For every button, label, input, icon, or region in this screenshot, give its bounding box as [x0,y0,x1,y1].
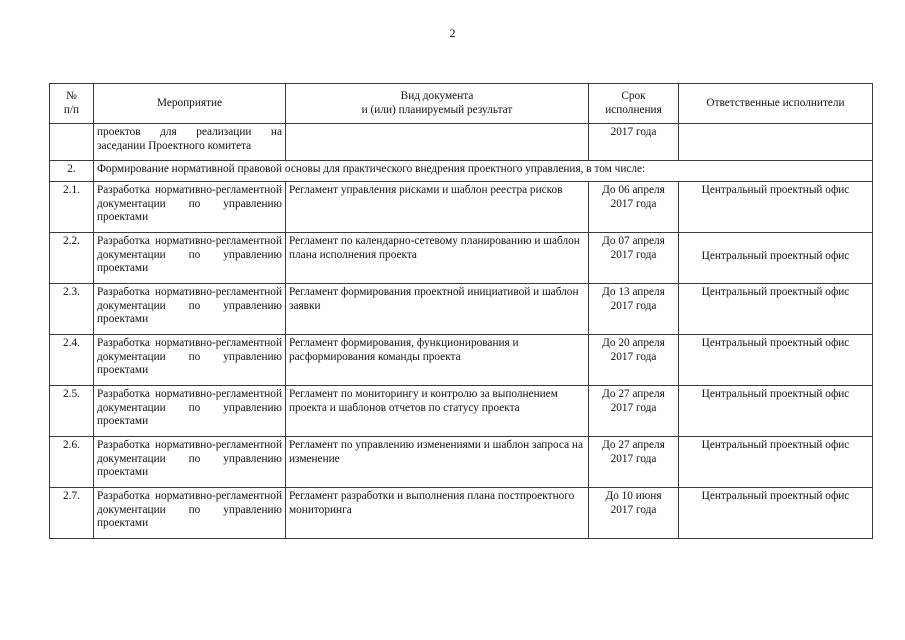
cell-event: Разработка нормативно-регламентной документации по управлению проектами [94,437,286,488]
table-row [50,182,873,233]
responsible-text: Центральный проектный офис [701,250,850,262]
cell-num: 2.6. [50,437,94,488]
cell-event: Разработка нормативно-регламентной документации по управлению проектами [94,233,286,284]
deadline-line2: 2017 года [610,299,657,312]
cell-num: 2.3. [50,284,94,335]
cell-event: Разработка нормативно-регламентной документации по управлению проектами [94,284,286,335]
header-doc [286,84,589,124]
cell-event: Разработка нормативно-регламентной документации по управлению проектами [94,182,286,233]
cell-num: 2.4. [50,335,94,386]
cell-responsible [679,335,873,386]
responsible-text: Центральный проектный офис [701,337,850,349]
deadline-line1: До 06 апреля [602,184,665,196]
cell-event: Разработка нормативно-регламентной документации по управлению проектами [94,386,286,437]
section-num: 2. [50,161,94,182]
cell-responsible [679,386,873,437]
cell-responsible [679,182,873,233]
deadline-line1: До 20 апреля [602,337,665,349]
cell-event: Разработка нормативно-регламентной документации по управлению проектами [94,335,286,386]
responsible-text: Центральный проектный офис [701,490,850,502]
responsible-text: Центральный проектный офис [701,184,850,196]
cell-num: 2.2. [50,233,94,284]
cell-num: 2.5. [50,386,94,437]
header-responsible: Ответственные исполнители [679,84,873,124]
cell-doc: Регламент по управлению изменениями и шаблон запроса на изменение [286,437,589,488]
continuation-row [50,124,873,161]
table-row [50,284,873,335]
header-num-line2: п/п [63,104,80,116]
page-number: 2 [449,26,456,40]
table-row [50,233,873,284]
table-row [50,488,873,539]
responsible-text: Центральный проектный офис [701,388,850,400]
cell-deadline: 2017 года [589,124,679,161]
header-event: Мероприятие [94,84,286,124]
cell-num: 2.7. [50,488,94,539]
cell-deadline [589,233,679,284]
table-row [50,437,873,488]
deadline-line2: 2017 года [610,248,657,261]
section-row [50,161,873,182]
header-num-line1: № [66,90,77,103]
cell-responsible [679,284,873,335]
cell-deadline [589,488,679,539]
header-deadline-line1: Срок [621,90,646,103]
section-text: Формирование нормативной правовой основы для практического внедрения проектного управления, в том числе: [94,161,873,182]
deadline-line2: 2017 года [610,503,657,516]
header-row [50,84,873,124]
table-row [50,335,873,386]
cell-doc: Регламент разработки и выполнения плана постпроектного мониторинга [286,488,589,539]
cell-deadline [589,437,679,488]
deadline-line1: До 07 апреля [602,235,665,247]
cell-responsible [679,124,873,161]
deadline-line2: 2017 года [610,401,657,414]
cell-responsible [679,233,873,284]
deadline-line1: До 27 апреля [602,439,665,451]
deadline-line2: 2017 года [610,350,657,363]
cell-responsible [679,488,873,539]
deadline-line1: До 10 июня [605,490,662,502]
header-doc-line1: Вид документа [400,90,474,103]
cell-doc: Регламент управления рисками и шаблон реестра рисков [286,182,589,233]
deadline-line2: 2017 года [610,197,657,210]
deadline-line1: До 13 апреля [602,286,665,298]
cell-doc: Регламент по мониторингу и контролю за выполнением проекта и шаблонов отчетов по статусу проекта [286,386,589,437]
responsible-text: Центральный проектный офис [701,286,850,298]
header-num [50,84,94,124]
cell-event: проектов для реализации на заседании Проектного комитета [94,124,286,161]
cell-responsible [679,437,873,488]
cell-doc: Регламент формирования проектной инициативой и шаблон заявки [286,284,589,335]
plan-table [49,83,873,539]
deadline-line1: До 27 апреля [602,388,665,400]
header-doc-line2: и (или) планируемый результат [361,104,513,116]
cell-doc [286,124,589,161]
cell-deadline [589,335,679,386]
cell-doc: Регламент формирования, функционирования и расформирования команды проекта [286,335,589,386]
cell-doc: Регламент по календарно-сетевому планированию и шаблон плана исполнения проекта [286,233,589,284]
cell-event: Разработка нормативно-регламентной документации по управлению проектами [94,488,286,539]
header-deadline [589,84,679,124]
deadline-line2: 2017 года [610,452,657,465]
cell-num [50,124,94,161]
table-row [50,386,873,437]
header-deadline-line2: исполнения [605,104,662,116]
cell-deadline [589,386,679,437]
responsible-text: Центральный проектный офис [701,439,850,451]
cell-deadline [589,284,679,335]
cell-num: 2.1. [50,182,94,233]
cell-deadline [589,182,679,233]
